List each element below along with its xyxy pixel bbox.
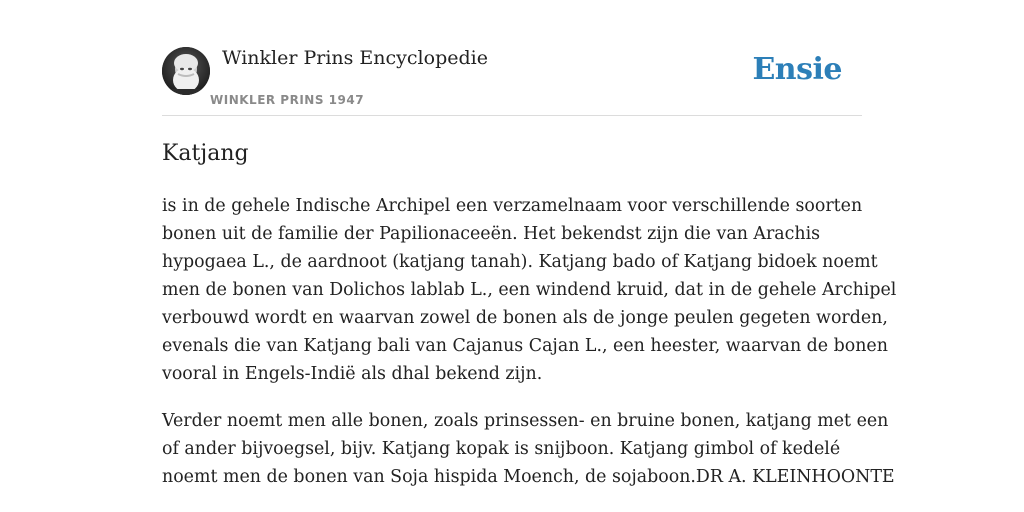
article-title: Katjang: [162, 141, 249, 166]
article-paragraph: [162, 407, 895, 491]
portrait-avatar-icon[interactable]: [162, 47, 210, 95]
paragraph-line: vooral in Engels-Indië als dhal bekend zijn.: [162, 364, 543, 384]
paragraph-line: of ander bijvoegsel, bijv. Katjang kopak is snijboon. Katjang gimbol of kedelé: [162, 439, 841, 459]
site-title[interactable]: Winkler Prins Encyclopedie: [222, 47, 488, 69]
site-header: [162, 40, 862, 116]
paragraph-line: bonen uit de familie der Papilionaceeën. Het bekendst zijn die van Arachis: [162, 224, 821, 244]
paragraph-line: hypogaea L., de aardnoot (katjang tanah). Katjang bado of Katjang bidoek noemt: [162, 252, 878, 272]
paragraph-line: men de bonen van Dolichos lablab L., een windend kruid, dat in de gehele Archipel: [162, 280, 897, 300]
paragraph-line: Verder noemt men alle bonen, zoals prinsessen- en bruine bonen, katjang met een: [162, 411, 889, 431]
article-content: [162, 138, 897, 487]
brand-logo[interactable]: Ensie: [752, 52, 842, 87]
paragraph-line: is in de gehele Indische Archipel een verzamelnaam voor verschillende soorten: [162, 196, 863, 216]
paragraph-line: verbouwd wordt en waarvan zowel de bonen als de jonge peulen gegeten worden,: [162, 308, 888, 328]
paragraph-line: evenals die van Katjang bali van Cajanus Cajan L., een heester, waarvan de bonen: [162, 336, 888, 356]
article-paragraph: [162, 192, 896, 388]
edition-label: WINKLER PRINS 1947: [210, 93, 365, 107]
paragraph-line: noemt men de bonen van Soja hispida Moench, de sojaboon.DR A. KLEINHOONTE: [162, 467, 895, 487]
